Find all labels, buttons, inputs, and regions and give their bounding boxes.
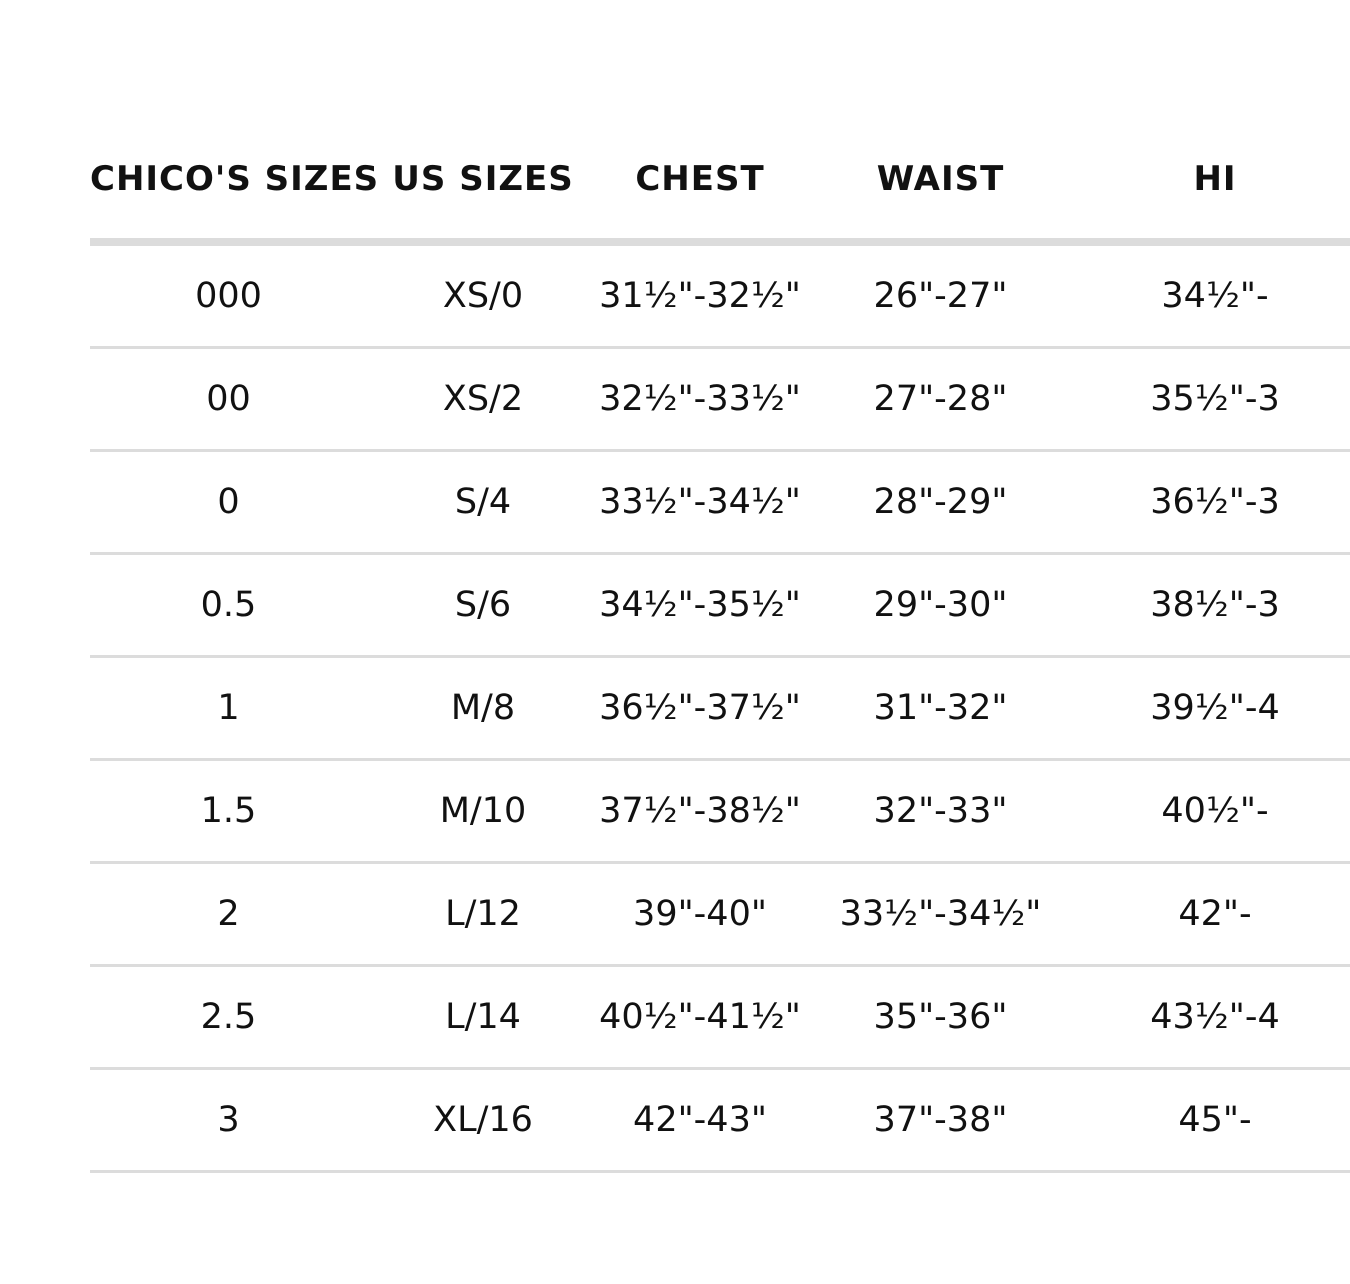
header-hips: HI <box>1080 120 1350 242</box>
cell-chicos-size: 0 <box>90 451 367 554</box>
cell-us-size: M/10 <box>367 760 599 863</box>
table-row <box>90 554 1350 657</box>
table-row <box>90 863 1350 966</box>
cell-chicos-size: 1 <box>90 657 367 760</box>
cell-us-size: S/4 <box>367 451 599 554</box>
cell-chest: 33½"-34½" <box>599 451 801 554</box>
header-waist: WAIST <box>801 120 1080 242</box>
cell-waist: 35"-36" <box>801 966 1080 1069</box>
cell-chicos-size: 1.5 <box>90 760 367 863</box>
cell-chicos-size: 000 <box>90 242 367 348</box>
cell-chest: 37½"-38½" <box>599 760 801 863</box>
table-row <box>90 966 1350 1069</box>
table-row <box>90 348 1350 451</box>
cell-hips: 34½"- <box>1080 242 1350 348</box>
cell-hips: 45"- <box>1080 1069 1350 1172</box>
cell-hips: 39½"-4 <box>1080 657 1350 760</box>
cell-chest: 42"-43" <box>599 1069 801 1172</box>
cell-chest: 36½"-37½" <box>599 657 801 760</box>
cell-us-size: XL/16 <box>367 1069 599 1172</box>
table-row <box>90 760 1350 863</box>
header-chest: CHEST <box>599 120 801 242</box>
cell-us-size: M/8 <box>367 657 599 760</box>
cell-us-size: L/12 <box>367 863 599 966</box>
size-chart-table <box>90 120 1350 1173</box>
cell-hips: 42"- <box>1080 863 1350 966</box>
header-row <box>90 120 1350 242</box>
cell-waist: 29"-30" <box>801 554 1080 657</box>
cell-waist: 28"-29" <box>801 451 1080 554</box>
cell-us-size: S/6 <box>367 554 599 657</box>
size-chart-viewport <box>90 120 1280 1160</box>
cell-chicos-size: 00 <box>90 348 367 451</box>
header-chicos-sizes: CHICO'S SIZES <box>90 120 367 242</box>
cell-waist: 33½"-34½" <box>801 863 1080 966</box>
table-row <box>90 451 1350 554</box>
cell-chest: 40½"-41½" <box>599 966 801 1069</box>
cell-hips: 38½"-3 <box>1080 554 1350 657</box>
cell-chicos-size: 3 <box>90 1069 367 1172</box>
cell-chicos-size: 2 <box>90 863 367 966</box>
cell-waist: 26"-27" <box>801 242 1080 348</box>
cell-chicos-size: 2.5 <box>90 966 367 1069</box>
cell-chest: 39"-40" <box>599 863 801 966</box>
cell-chest: 31½"-32½" <box>599 242 801 348</box>
cell-chest: 32½"-33½" <box>599 348 801 451</box>
cell-waist: 32"-33" <box>801 760 1080 863</box>
cell-us-size: XS/2 <box>367 348 599 451</box>
table-row <box>90 657 1350 760</box>
cell-us-size: L/14 <box>367 966 599 1069</box>
cell-hips: 40½"- <box>1080 760 1350 863</box>
cell-waist: 27"-28" <box>801 348 1080 451</box>
cell-hips: 36½"-3 <box>1080 451 1350 554</box>
cell-waist: 37"-38" <box>801 1069 1080 1172</box>
cell-chest: 34½"-35½" <box>599 554 801 657</box>
cell-hips: 35½"-3 <box>1080 348 1350 451</box>
cell-hips: 43½"-4 <box>1080 966 1350 1069</box>
cell-waist: 31"-32" <box>801 657 1080 760</box>
table-row <box>90 242 1350 348</box>
header-us-sizes: US SIZES <box>367 120 599 242</box>
cell-chicos-size: 0.5 <box>90 554 367 657</box>
cell-us-size: XS/0 <box>367 242 599 348</box>
table-row <box>90 1069 1350 1172</box>
